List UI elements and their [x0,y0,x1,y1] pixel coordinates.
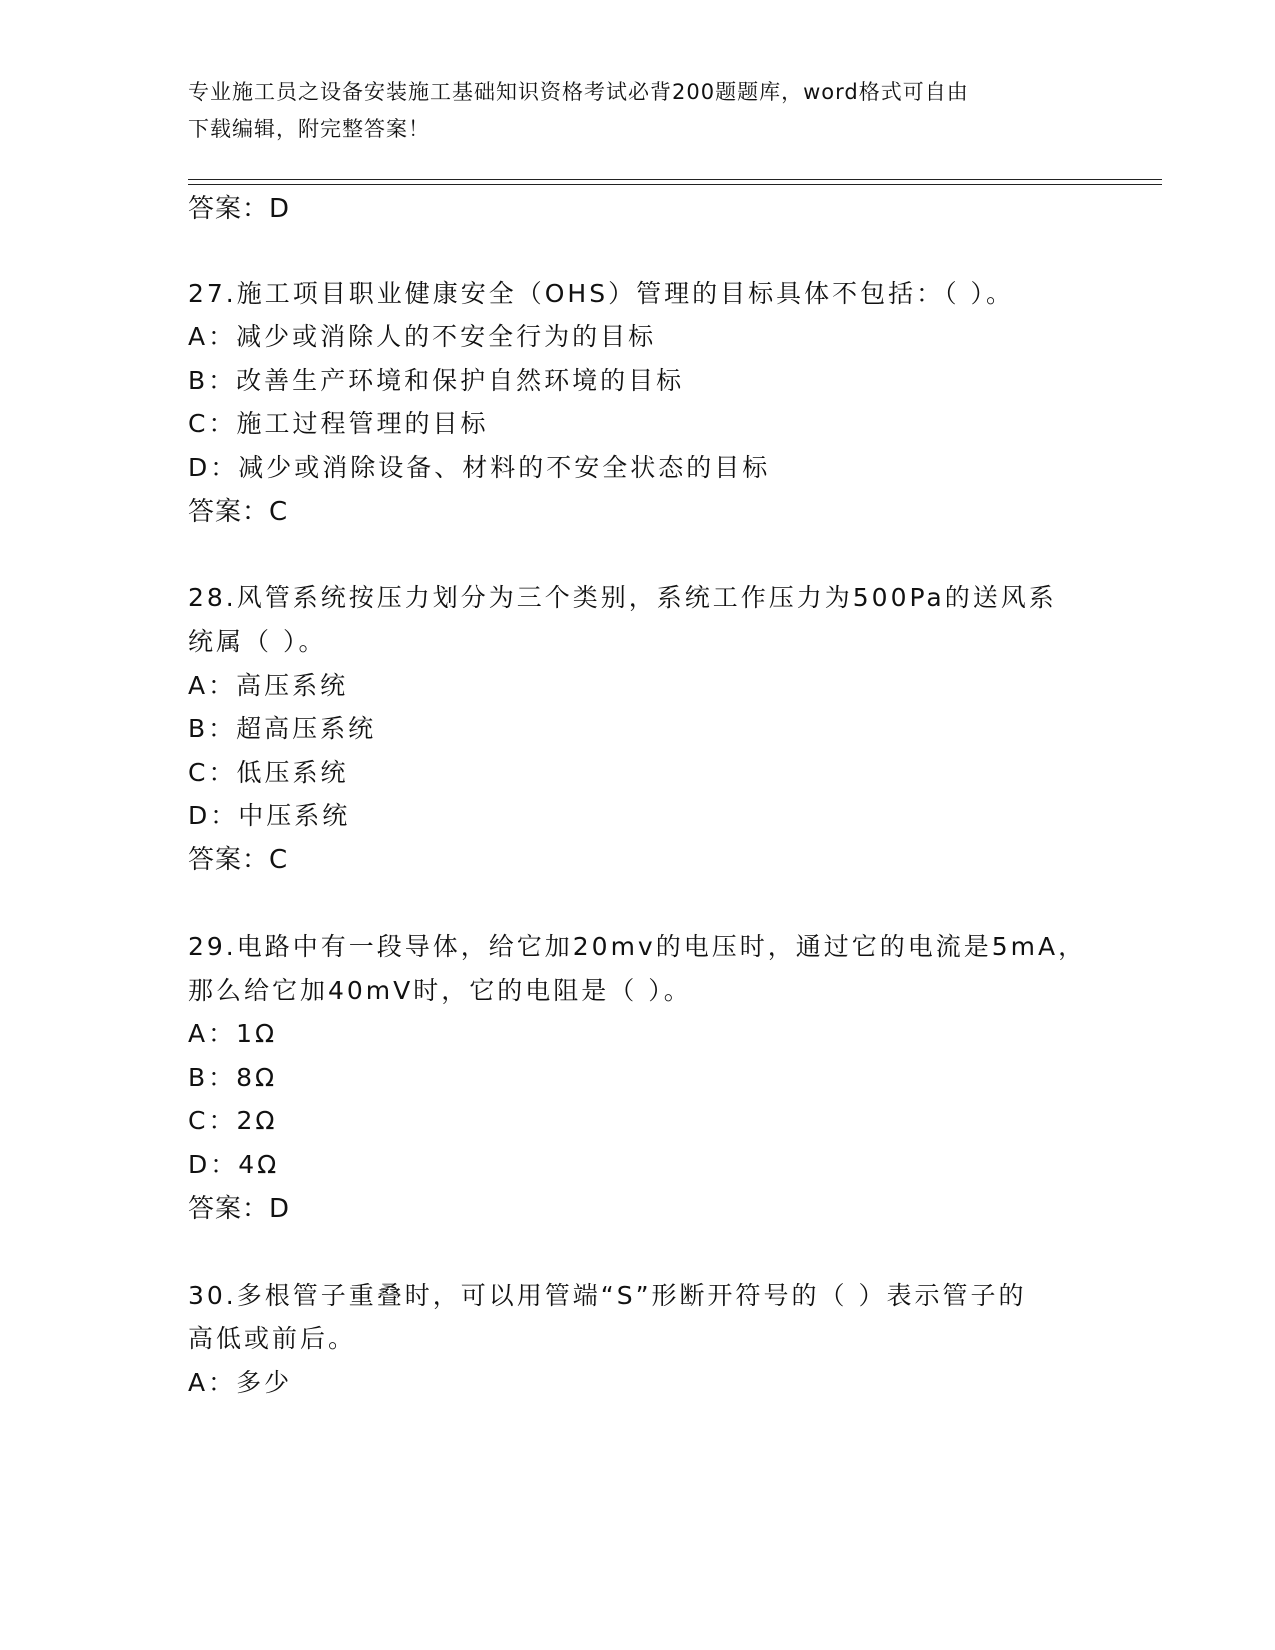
answer-line: 答案：D [188,194,291,224]
option-d: D：4Ω [188,1150,280,1179]
question-text-cont: 统属（ ）。 [188,627,327,656]
header-line-2: 下载编辑，附完整答案！ [188,117,430,141]
option-d: D：减少或消除设备、材料的不安全状态的目标 [188,453,771,482]
question-text: 30.多根管子重叠时，可以用管端“S”形断开符号的（ ）表示管子的 [188,1281,1027,1310]
header-line-1: 专业施工员之设备安装施工基础知识资格考试必背200题题库，word格式可自由 [188,80,969,104]
header-rule [188,179,1162,180]
option-a: A：减少或消除人的不安全行为的目标 [188,322,657,351]
option-b: B：超高压系统 [188,714,377,743]
option-a: A：多少 [188,1368,293,1397]
option-c: C：低压系统 [188,758,349,787]
option-a: A：高压系统 [188,671,349,700]
answer-line: 答案：C [188,845,289,875]
option-a: A：1Ω [188,1019,278,1048]
option-c: C：2Ω [188,1106,278,1135]
question-text: 29.电路中有一段导体，给它加20mv的电压时，通过它的电流是5mA， [188,932,1087,961]
option-b: B：8Ω [188,1063,278,1092]
option-b: B：改善生产环境和保护自然环境的目标 [188,366,685,395]
header-rule-double [188,184,1162,185]
option-c: C：施工过程管理的目标 [188,409,489,438]
document-header [188,74,1068,148]
question-text: 28.风管系统按压力划分为三个类别，系统工作压力为500Pa的送风系 [188,583,1057,612]
question-text: 27.施工项目职业健康安全（OHS）管理的目标具体不包括：（ ）。 [188,279,1015,308]
answer-line: 答案：C [188,497,289,527]
question-text-cont: 高低或前后。 [188,1324,357,1353]
answer-line: 答案：D [188,1194,291,1224]
question-text-cont: 那么给它加40mV时，它的电阻是（ ）。 [188,976,692,1005]
option-d: D：中压系统 [188,801,351,830]
